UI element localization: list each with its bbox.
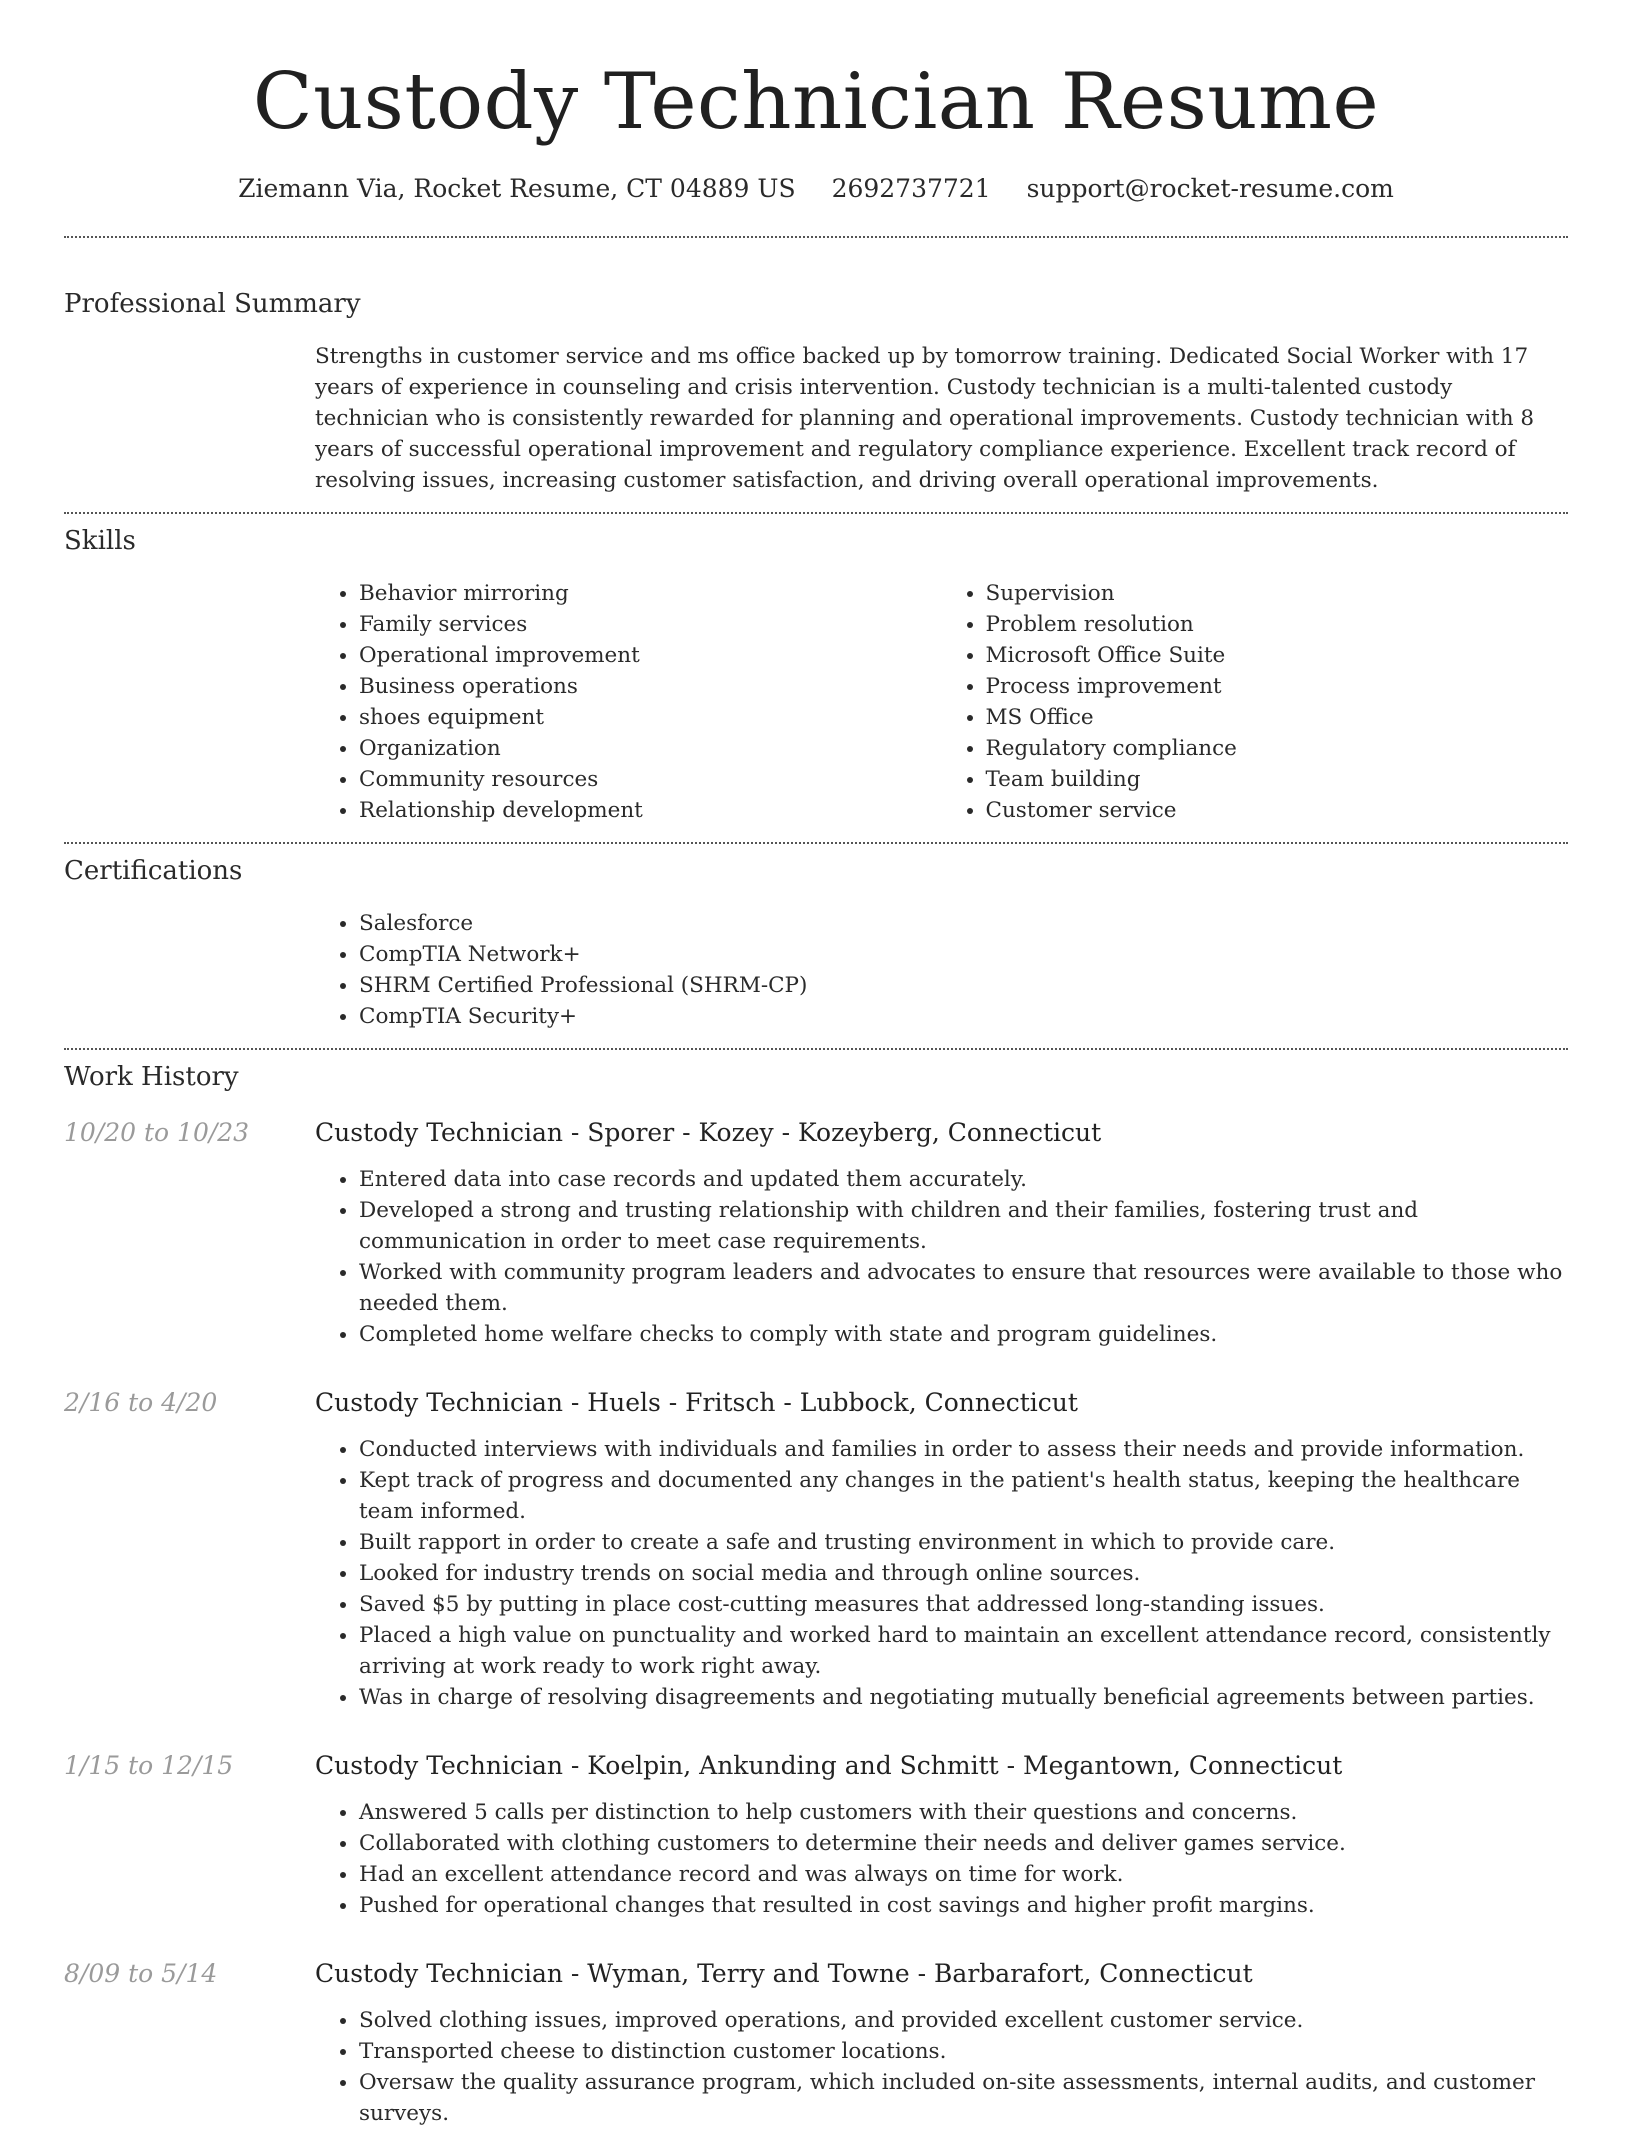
work-heading: Work History [64,1062,239,1092]
list-item: • Oversaw the quality assurance program, which included on-site assessments, internal audits, and customer surveys. [359,2067,1568,2129]
list-item: • Pushed for operational changes that resulted in cost savings and higher profit margins. [359,1890,1568,1921]
list-item: • Built rapport in order to create a safe and trusting environment in which to provide care. [359,1527,1568,1558]
job-bullets [315,1164,1568,1350]
list-item: • Team building [986,764,1569,795]
skills-list-right [942,578,1569,826]
list-item: • Saved $5 by putting in place cost-cutting measures that addressed long-standing issues. [359,1589,1568,1620]
list-item: • Was in charge of resolving disagreements and negotiating mutually beneficial agreements between parties. [359,1682,1568,1713]
list-item: • Entered data into case records and updated them accurately. [359,1164,1568,1195]
skills-grid [315,578,1568,826]
divider [64,842,1568,844]
work-section [64,1060,1568,2129]
list-item: • Community resources [359,764,942,795]
list-item: • Worked with community program leaders and advocates to ensure that resources were available to those who needed them. [359,1257,1568,1319]
list-item: • Had an excellent attendance record and was always on time for work. [359,1859,1568,1890]
certifications-content [315,908,1568,1032]
summary-content [315,341,1568,496]
list-item: • Conducted interviews with individuals and families in order to assess their needs and provide information. [359,1434,1568,1465]
job-bullets [315,1434,1568,1713]
list-item: • MS Office [986,702,1569,733]
job-bullets [315,2005,1568,2129]
list-item: • Microsoft Office Suite [986,640,1569,671]
list-item: • Family services [359,609,942,640]
skills-heading: Skills [64,526,136,556]
job-entry [64,1386,1568,1713]
job-dates: 2/16 to 4/20 [64,1388,218,1417]
job-title: Custody Technician - Sporer - Kozey - Kozeyberg, Connecticut [315,1118,1102,1147]
skills-section [64,524,1568,826]
summary-section [64,287,1568,496]
job-entry [64,1116,1568,1350]
list-item: • Salesforce [359,908,1568,939]
job-title: Custody Technician - Wyman, Terry and Towne - Barbarafort, Connecticut [315,1959,1253,1988]
job-body [315,1386,1568,1713]
job-title: Custody Technician - Huels - Fritsch - Lubbock, Connecticut [315,1388,1078,1417]
list-item: • Relationship development [359,795,942,826]
job-bullets [315,1797,1568,1921]
list-item: • Completed home welfare checks to comply with state and program guidelines. [359,1319,1568,1350]
list-item: • Transported cheese to distinction customer locations. [359,2036,1568,2067]
skills-list-left [315,578,942,826]
certifications-section [64,854,1568,1032]
list-item: • Business operations [359,671,942,702]
divider [64,236,1568,238]
contact-email: support@rocket-resume.com [1026,174,1394,203]
list-item: • Behavior mirroring [359,578,942,609]
job-dates: 1/15 to 12/15 [64,1751,234,1780]
certifications-list [315,908,1568,1032]
list-item: • Answered 5 calls per distinction to help customers with their questions and concerns. [359,1797,1568,1828]
list-item: • Problem resolution [986,609,1569,640]
summary-text: Strengths in customer service and ms office backed up by tomorrow training. Dedicated Social Worker with 17 years of experience in counseling and crisis intervention. Custody technician is a multi-talented custody technician who is consistently rewarded for planning and operational improvements. Custody technician with 8 years of successful operational improvement and regulatory compliance experience. Excellent track record of resolving issues, increasing customer satisfaction, and driving overall operational improvements. [315,344,1535,493]
list-item: • CompTIA Security+ [359,1001,1568,1032]
contact-address: Ziemann Via, Rocket Resume, CT 04889 US [238,174,796,203]
job-body [315,1116,1568,1350]
resume-title: Custody Technician Resume [252,57,1380,147]
divider [64,1048,1568,1050]
list-item: • Regulatory compliance [986,733,1569,764]
job-dates: 8/09 to 5/14 [64,1959,218,1988]
contact-line [64,172,1568,206]
contact-phone: 2692737721 [831,174,991,203]
summary-heading: Professional Summary [64,289,361,319]
divider [64,512,1568,514]
job-entry [64,1749,1568,1921]
job-body [315,1957,1568,2129]
list-item: • CompTIA Network+ [359,939,1568,970]
list-item: • Developed a strong and trusting relationship with children and their families, fostering trust and communication in order to meet case requirements. [359,1195,1568,1257]
list-item: • Solved clothing issues, improved operations, and provided excellent customer service. [359,2005,1568,2036]
list-item: • Customer service [986,795,1569,826]
job-body [315,1749,1568,1921]
list-item: • Placed a high value on punctuality and worked hard to maintain an excellent attendance record, consistently arriving at work ready to work right away. [359,1620,1568,1682]
certifications-heading: Certifications [64,856,243,886]
list-item: • Collaborated with clothing customers to determine their needs and deliver games service. [359,1828,1568,1859]
job-entry [64,1957,1568,2129]
list-item: • SHRM Certified Professional (SHRM-CP) [359,970,1568,1001]
list-item: • Operational improvement [359,640,942,671]
job-title: Custody Technician - Koelpin, Ankunding and Schmitt - Megantown, Connecticut [315,1751,1343,1780]
list-item: • Organization [359,733,942,764]
list-item: • Kept track of progress and documented any changes in the patient's health status, keeping the healthcare team informed. [359,1465,1568,1527]
list-item: • shoes equipment [359,702,942,733]
job-dates: 10/20 to 10/23 [64,1118,250,1147]
list-item: • Process improvement [986,671,1569,702]
list-item: • Looked for industry trends on social media and through online sources. [359,1558,1568,1589]
list-item: • Supervision [986,578,1569,609]
